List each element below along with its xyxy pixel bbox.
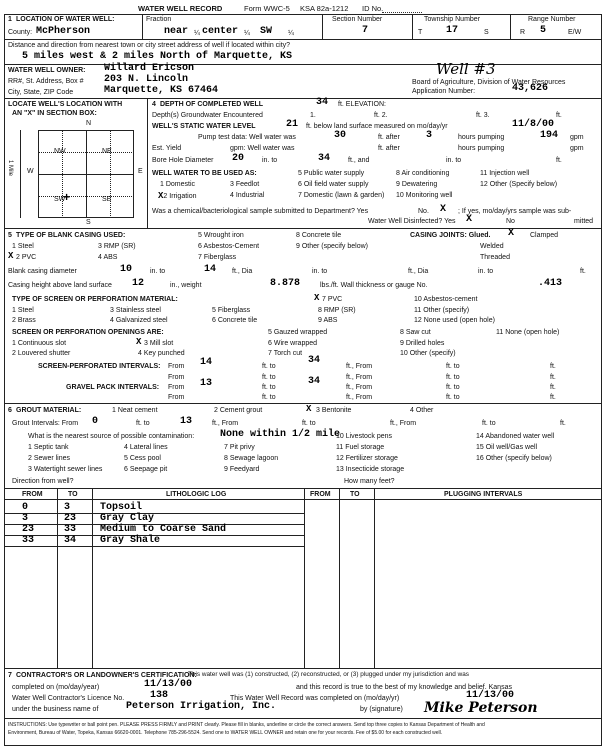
casing-asbestos[interactable]: 6 Asbestos-Cement	[198, 243, 260, 250]
grout-ft-to-2: ft. to	[302, 420, 316, 427]
contam-fertilizer[interactable]: 12 Fertilizer storage	[336, 455, 398, 462]
log-row-to[interactable]: 3	[64, 502, 71, 513]
board-label: Board of Agriculture, Division of Water Resources	[412, 79, 566, 86]
perf-intervals-label: SCREEN-PERFORATED INTERVALS:	[38, 363, 161, 370]
grout-ft: ft.	[560, 420, 566, 427]
gravel-from-value[interactable]: 13	[200, 378, 213, 389]
grout-ft-to-3: ft. to	[482, 420, 496, 427]
static-level-label: WELL'S STATIC WATER LEVEL	[152, 123, 256, 130]
use-9-dewatering[interactable]: 9 Dewatering	[396, 181, 438, 188]
joints-threaded[interactable]: Threaded	[480, 254, 510, 261]
gravel-to-value[interactable]: 34	[308, 376, 321, 387]
license-number[interactable]: 138	[150, 690, 169, 701]
grout-bentonite-mark: X	[306, 404, 312, 414]
contam-cess-pool[interactable]: 5 Cess pool	[124, 455, 161, 462]
application-label: Application Number:	[412, 88, 476, 95]
use-11-injection[interactable]: 11 Injection well	[480, 170, 530, 177]
log-row-rule	[4, 546, 304, 547]
est-yield-label: Est. Yield	[152, 145, 182, 152]
opening-other[interactable]: 10 Other (specify)	[400, 350, 456, 357]
use-12-other[interactable]: 12 Other (Specify below)	[480, 181, 558, 188]
log-row-to[interactable]: 23	[64, 513, 77, 524]
certification-label: CONTRACTOR'S OR LANDOWNER'S CERTIFICATION:	[16, 672, 197, 679]
section-1-number: 1	[8, 16, 12, 23]
fraction-value-1[interactable]: near	[164, 26, 189, 37]
perf-from-value[interactable]: 14	[200, 357, 213, 368]
handwritten-well-number: Well #3	[436, 60, 496, 78]
fraction-value-2[interactable]: center	[202, 26, 239, 37]
pump-test-gpm[interactable]: 194	[540, 130, 559, 141]
grout-from[interactable]: 0	[92, 416, 99, 427]
chem-sample-mark[interactable]: X	[440, 204, 447, 215]
direction-label: Direction from well?	[12, 478, 74, 485]
log-header-to: TO	[68, 491, 78, 498]
grout-cement[interactable]: 2 Cement grout	[214, 407, 263, 414]
use-5-public[interactable]: 5 Public water supply	[298, 170, 365, 177]
owner-city[interactable]: Marquette, KS 67464	[104, 85, 219, 96]
log-header-lithologic: LITHOLOGIC LOG	[166, 491, 227, 498]
use-10-monitoring[interactable]: 10 Monitoring well	[396, 192, 453, 199]
fraction-value-3[interactable]: SW	[260, 26, 273, 37]
gravel-ft-2: ft.	[550, 394, 556, 401]
sw-quadrant: SW	[54, 196, 66, 203]
log-row-from[interactable]: 33	[22, 535, 35, 546]
instructions-line-2: Environment, Bureau of Water, Topeka, Kansas 66620-0001. Telephone 785-296-5524. Send one to WATER WELL OWNER and retain one for your records. Fee of $5.00 for each constructed well.	[8, 730, 443, 736]
contam-fuel[interactable]: 11 Fuel storage	[336, 444, 385, 451]
use-3-feedlot[interactable]: 3 Feedlot	[230, 181, 260, 188]
perf-ft-to-2: ft. to	[446, 363, 460, 370]
static-level-value[interactable]: 21	[286, 119, 299, 130]
opening-continuous[interactable]: 1 Continuous slot	[12, 340, 67, 347]
township-t: T	[418, 29, 423, 36]
perf-to-value[interactable]: 34	[308, 355, 321, 366]
opening-mill-slot[interactable]: 3 Mill slot	[144, 340, 174, 347]
south-label: S	[86, 219, 91, 226]
gravel-from-label: From	[168, 384, 185, 391]
contam-septic[interactable]: 1 Septic tank	[28, 444, 69, 451]
depth-value[interactable]: 34	[316, 97, 329, 108]
use-8-air[interactable]: 8 Air conditioning	[396, 170, 450, 177]
range-value[interactable]: 5	[540, 25, 547, 36]
after-label: ft. after	[378, 134, 400, 141]
contam-pit-privy[interactable]: 7 Pit privy	[224, 444, 255, 451]
section-5-number: 5	[8, 232, 12, 239]
township-value[interactable]: 17	[446, 25, 459, 36]
record-completed-date[interactable]: 11/13/00	[466, 690, 515, 701]
county-label: County:	[8, 29, 33, 36]
water-use-label: WELL WATER TO BE USED AS:	[152, 170, 257, 177]
casing-diameter-to[interactable]: 14	[204, 264, 217, 275]
owner-address[interactable]: 203 N. Lincoln	[104, 74, 189, 85]
gw-label-3: ft. 3.	[476, 112, 490, 119]
bore-ft-and: ft., and	[348, 157, 370, 164]
use-2-irrigation[interactable]: X2 Irrigation	[158, 191, 197, 201]
casing-height[interactable]: 12	[132, 278, 145, 289]
gpm-label: gpm	[570, 134, 584, 141]
perf-ft-to: ft. to	[262, 363, 276, 370]
gw-ft: ft.	[556, 112, 562, 119]
groundwater-label: Depth(s) Groundwater Encountered	[152, 112, 263, 119]
id-label: ID No.	[362, 4, 384, 13]
screen-asbestos[interactable]: 10 Asbestos-cement	[414, 296, 478, 303]
casing-ft-3: ft.	[580, 268, 586, 275]
perf-ft-to-3: ft. to	[262, 374, 276, 381]
se-quadrant: SE	[102, 196, 112, 203]
bore-diameter[interactable]: 20	[232, 153, 245, 164]
grout-ft-from-2: ft., From	[390, 420, 417, 427]
after-label-2: ft. after	[378, 145, 400, 152]
perf-ft-from-2: ft., From	[346, 374, 373, 381]
gravel-ft-from-2: ft., From	[346, 394, 373, 401]
signature-label: by (signature)	[360, 706, 403, 713]
joints-clamped[interactable]: Clamped	[530, 232, 559, 239]
completed-label: completed on (mo/day/year)	[12, 684, 100, 691]
west-label: W	[27, 168, 34, 175]
contam-insecticide[interactable]: 13 Insecticide storage	[336, 466, 405, 473]
screen-pvc[interactable]: 7 PVC	[322, 296, 343, 303]
opening-saw-cut[interactable]: 8 Saw cut	[400, 329, 431, 336]
casing-steel[interactable]: 1 Steel	[12, 243, 34, 250]
casing-gauge-label: lbs./ft. Wall thickness or gauge No.	[320, 282, 428, 289]
casing-in-to: in. to	[150, 268, 166, 275]
bore-ft-2: ft.	[556, 157, 562, 164]
range-label: Range Number	[528, 16, 576, 23]
how-many-feet-label: How many feet?	[344, 478, 395, 485]
contamination-label: What is the nearest source of possible contamination:	[28, 433, 195, 440]
hours-pumping-label-2: hours pumping	[458, 145, 505, 152]
contam-oil-gas[interactable]: 15 Oil well/Gas well	[476, 444, 538, 451]
static-level-date[interactable]: 11/8/00	[512, 119, 555, 130]
form-number: Form WWC-5	[244, 4, 290, 13]
log-header-from: FROM	[22, 491, 43, 498]
section-4-number: 4	[152, 101, 156, 108]
gpm-label-2: gpm	[570, 145, 584, 152]
casing-wrought-iron[interactable]: 5 Wrought iron	[198, 232, 244, 239]
casing-rmp[interactable]: 3 RMP (SR)	[98, 243, 136, 250]
section-number-label: Section Number	[332, 16, 383, 23]
opening-torch[interactable]: 7 Torch cut	[268, 350, 303, 357]
casing-in-to-2: in. to	[312, 268, 328, 275]
disinfected-mark[interactable]: X	[466, 214, 473, 225]
quarter-symbol: ¼	[288, 30, 294, 37]
locate-subtitle: AN "X" IN SECTION BOX:	[12, 110, 97, 117]
quarter-symbol: ¼	[244, 30, 250, 37]
quarter-symbol: ¼	[194, 30, 200, 37]
bore-in-to: in. to	[262, 157, 278, 164]
log-row-description[interactable]: Gray Clay	[100, 513, 155, 524]
chem-mitted: mitted	[574, 218, 594, 225]
signature: Mike Peterson	[424, 700, 538, 716]
license-label: Water Well Contractor's Licence No.	[12, 695, 125, 702]
perf-ft-2: ft.	[550, 374, 556, 381]
contam-lateral[interactable]: 4 Lateral lines	[124, 444, 168, 451]
elevation-label: ft. ELEVATION:	[338, 101, 386, 108]
screen-none[interactable]: 12 None used (open hole)	[414, 317, 495, 324]
gravel-from-label-2: From	[168, 394, 185, 401]
grout-to[interactable]: 13	[180, 416, 193, 427]
chem-sample-label: Was a chemical/bacteriological sample submitted to Department? Yes	[152, 208, 369, 215]
joints-glued-mark[interactable]: X	[508, 228, 515, 239]
contam-abandoned[interactable]: 14 Abandoned water well	[476, 433, 555, 440]
log-row-to[interactable]: 33	[64, 524, 77, 535]
log-row-from[interactable]: 0	[22, 502, 29, 513]
opening-wire[interactable]: 6 Wire wrapped	[268, 340, 318, 347]
screen-steel[interactable]: 1 Steel	[12, 307, 34, 314]
contam-lagoon[interactable]: 8 Sewage lagoon	[224, 455, 279, 462]
perf-from-label-2: From	[168, 374, 185, 381]
well-location-mark: +	[63, 191, 71, 205]
screen-pvc-mark: X	[314, 293, 320, 303]
mile-scale-label: 1 Mile	[7, 160, 13, 177]
perf-ft-from: ft., From	[346, 363, 373, 370]
section-number-value[interactable]: 7	[362, 25, 369, 36]
use-7-lawn[interactable]: 7 Domestic (lawn & garden)	[298, 192, 385, 199]
opening-gauzed[interactable]: 5 Gauzed wrapped	[268, 329, 328, 336]
address-label: RR#, St. Address, Box #	[8, 78, 84, 85]
casing-pvc[interactable]: 2 PVC	[16, 254, 37, 261]
application-number[interactable]: 43,626	[512, 83, 549, 94]
log-row-description[interactable]: Gray Shale	[100, 535, 161, 546]
screen-brass[interactable]: 2 Brass	[12, 317, 36, 324]
casing-in-to-3: in. to	[478, 268, 494, 275]
grout-other[interactable]: 4 Other	[410, 407, 434, 414]
distance-value[interactable]: 5 miles west & 2 miles North of Marquette, KS	[22, 51, 293, 62]
screen-fiberglass[interactable]: 5 Fiberglass	[212, 307, 251, 314]
use-1-domestic[interactable]: 1 Domestic	[160, 181, 196, 188]
fraction-label: Fraction	[146, 16, 172, 23]
range-r: R	[520, 29, 526, 36]
opening-louvered[interactable]: 2 Louvered shutter	[12, 350, 71, 357]
log-row-from[interactable]: 3	[22, 513, 29, 524]
casing-height-label: Casing height above land surface	[8, 282, 112, 289]
joints-label: CASING JOINTS: Glued.	[410, 232, 491, 239]
section-7-number: 7	[8, 672, 12, 679]
opening-mill-slot-mark: X	[136, 337, 142, 347]
use-6-oilfield[interactable]: 6 Oil field water supply	[298, 181, 369, 188]
screen-stainless[interactable]: 3 Stainless steel	[110, 307, 161, 314]
county-value[interactable]: McPherson	[36, 26, 91, 37]
casing-fiberglass[interactable]: 7 Fiberglass	[198, 254, 237, 261]
opening-none[interactable]: 11 None (open hole)	[496, 329, 560, 336]
business-name[interactable]: Peterson Irrigation, Inc.	[126, 701, 277, 712]
id-field-line	[382, 12, 422, 13]
opening-drilled[interactable]: 9 Drilled holes	[400, 340, 445, 347]
contam-seepage[interactable]: 6 Seepage pit	[124, 466, 168, 473]
chem-no-label: No.	[418, 208, 429, 215]
owner-label: WATER WELL OWNER:	[8, 67, 86, 74]
distance-label: Distance and direction from nearest town or city street address of well if located within city?	[8, 42, 291, 49]
east-label: E	[138, 168, 143, 175]
openings-label: SCREEN OR PERFORATION OPENINGS ARE:	[12, 329, 164, 336]
screen-galvanized[interactable]: 4 Galvanized steel	[110, 317, 168, 324]
disinfected-label: Water Well Disinfected? Yes	[368, 218, 456, 225]
owner-name[interactable]: Willard Ericson	[104, 63, 195, 74]
casing-ft-dia: ft., Dia	[232, 268, 253, 275]
casing-abs[interactable]: 4 ABS	[98, 254, 118, 261]
nw-quadrant: NW	[54, 148, 66, 155]
static-level-text: ft. below land surface measured on mo/day/yr	[306, 123, 448, 130]
casing-diameter[interactable]: 10	[120, 264, 133, 275]
bore-depth[interactable]: 34	[318, 153, 331, 164]
location-label: LOCATION OF WATER WELL:	[16, 16, 115, 23]
bore-in-to-2: in. to	[446, 157, 462, 164]
pump-test-label: Pump test data: Well water was	[198, 134, 296, 141]
log-header-from-2: FROM	[310, 491, 331, 498]
bore-label: Bore Hole Diameter	[152, 157, 214, 164]
log-row-description[interactable]: Medium to Coarse Sand	[100, 524, 227, 535]
grout-ft-to: ft. to	[136, 420, 150, 427]
log-row-description[interactable]: Topsoil	[100, 502, 143, 513]
log-header-plugging: PLUGGING INTERVALS	[444, 491, 523, 498]
casing-other[interactable]: 9 Other (specify below)	[296, 243, 368, 250]
perf-ft-to-4: ft. to	[446, 374, 460, 381]
perf-from-label: From	[168, 363, 185, 370]
casing-gauge[interactable]: .413	[538, 278, 563, 289]
gravel-ft: ft.	[550, 384, 556, 391]
gravel-ft-to-3: ft. to	[262, 394, 276, 401]
chem-if-yes: ; If yes, mo/day/yrs sample was sub-	[458, 208, 572, 215]
contam-feedyard[interactable]: 9 Feedyard	[224, 466, 260, 473]
contam-watertight[interactable]: 3 Watertight sewer lines	[28, 466, 103, 473]
casing-ft-dia-2: ft., Dia	[408, 268, 429, 275]
contam-sewer[interactable]: 2 Sewer lines	[28, 455, 71, 462]
ksa-reference: KSA 82a-1212	[300, 4, 349, 13]
township-s: S	[484, 29, 489, 36]
record-completed-text: This Water Well Record was completed on (mo/day/yr)	[230, 695, 400, 702]
contam-other[interactable]: 16 Other (specify below)	[476, 455, 552, 462]
township-label: Township Number	[424, 16, 481, 23]
contam-livestock[interactable]: 10 Livestock pens	[336, 433, 393, 440]
locate-title: LOCATE WELL'S LOCATION WITH	[8, 101, 123, 108]
use-4-industrial[interactable]: 4 Industrial	[230, 192, 265, 199]
screen-abs[interactable]: 9 ABS	[318, 317, 338, 324]
casing-label: TYPE OF BLANK CASING USED:	[16, 232, 126, 239]
city-label: City, State, ZIP Code	[8, 89, 74, 96]
section-6-number: 6	[8, 407, 12, 414]
log-row-from[interactable]: 23	[22, 524, 35, 535]
screen-material-label: TYPE OF SCREEN OR PERFORATION MATERIAL:	[12, 296, 178, 303]
gravel-ft-from: ft., From	[346, 384, 373, 391]
casing-concrete[interactable]: 8 Concrete tile	[296, 232, 342, 239]
casing-diameter-label: Blank casing diameter	[8, 268, 77, 275]
perf-ft: ft.	[550, 363, 556, 370]
depth-label: DEPTH OF COMPLETED WELL	[160, 101, 264, 108]
business-name-label: under the business name of	[12, 706, 99, 713]
casing-weight-label: in., weight	[170, 282, 202, 289]
screen-concrete[interactable]: 6 Concrete tile	[212, 317, 258, 324]
range-direction: E/W	[568, 29, 582, 36]
grout-label: GROUT MATERIAL:	[16, 407, 82, 414]
form-title: WATER WELL RECORD	[138, 4, 223, 13]
pump-test-ft[interactable]: 30	[334, 130, 347, 141]
log-row-to[interactable]: 34	[64, 535, 77, 546]
grout-bentonite[interactable]: 3 Bentonite	[316, 407, 352, 414]
screen-other[interactable]: 11 Other (specify)	[414, 307, 470, 314]
grout-neat-cement[interactable]: 1 Neat cement	[112, 407, 158, 414]
gw-label-1: 1.	[310, 112, 316, 119]
irrigation-mark: X	[158, 191, 164, 201]
gw-label-2: ft. 2.	[374, 112, 388, 119]
true-record-text: and this record is true to the best of my knowledge and belief. Kansas	[296, 684, 512, 691]
instructions-line-1: INSTRUCTIONS: Use typewriter or ball point pen. PLEASE PRESS FIRMLY and PRINT clearly. Please fill in blanks, underline or circle the correct answers. Send top three copies to Kansas Department of Health and	[8, 722, 485, 728]
certification-text: This water well was (1) constructed, (2) reconstructed, or (3) plugged under my jurisdiction and was	[188, 671, 469, 678]
screen-rmp[interactable]: 8 RMP (SR)	[318, 307, 356, 314]
grout-intervals-label: Grout Intervals: From	[12, 420, 79, 427]
opening-key-punched[interactable]: 4 Key punched	[138, 350, 185, 357]
contamination-value[interactable]: None within 1/2 mile	[220, 429, 341, 440]
gravel-ft-to: ft. to	[262, 384, 276, 391]
completed-date[interactable]: 11/13/00	[144, 679, 193, 690]
est-yield-text: gpm: Well water was	[230, 145, 295, 152]
log-header-to-2: TO	[350, 491, 360, 498]
gravel-ft-to-2: ft. to	[446, 384, 460, 391]
gravel-ft-to-4: ft. to	[446, 394, 460, 401]
gravel-intervals-label: GRAVEL PACK INTERVALS:	[66, 384, 160, 391]
ne-quadrant: NE	[102, 148, 112, 155]
north-label: N	[86, 120, 92, 127]
casing-pvc-mark: X	[8, 251, 14, 261]
casing-weight[interactable]: 8.878	[270, 278, 301, 289]
hours-pumping-label: hours pumping	[458, 134, 505, 141]
disinfected-no: No	[506, 218, 515, 225]
joints-welded[interactable]: Welded	[480, 243, 504, 250]
pump-test-hours[interactable]: 3	[426, 130, 433, 141]
grout-ft-from: ft., From	[212, 420, 239, 427]
